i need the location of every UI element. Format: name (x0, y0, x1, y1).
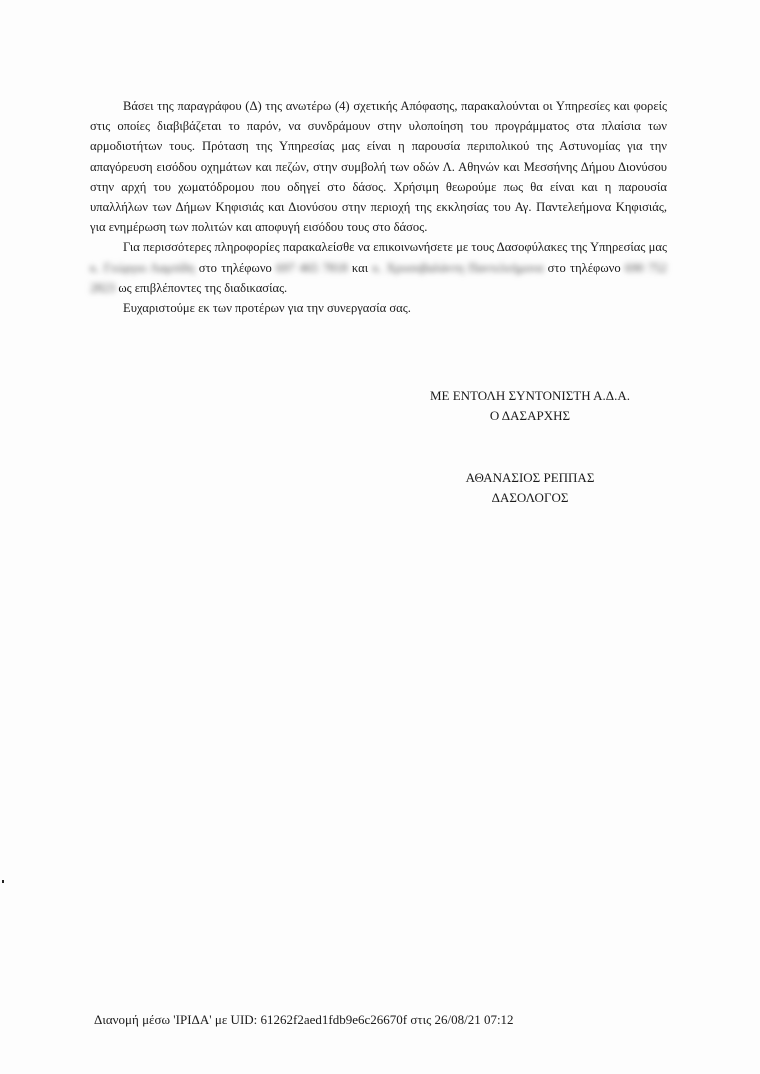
contact-and: και (351, 260, 369, 275)
redacted-phone-2: 690 752 2823 (90, 260, 667, 295)
contact-outro: ως επιβλέποντες της διαδικασίας. (118, 280, 288, 295)
paragraph-contact-info (90, 237, 667, 298)
signatory-name: ΑΘΑΝΑΣΙΟΣ ΡΕΠΠΑΣ (465, 470, 595, 485)
redacted-phone-1: 697 465 7818 (276, 260, 348, 275)
signature-order-line: ΜΕ ΕΝΤΟΛΗ ΣΥΝΤΟΝΙΣΤΗ Α.Δ.Α. (429, 388, 631, 403)
scan-speck (2, 880, 4, 883)
contact-phone-label-1: στο τηλέφωνο (198, 260, 272, 275)
signature-name-block (390, 468, 670, 508)
signature-role-line: Ο ΔΑΣΑΡΧΗΣ (489, 408, 571, 423)
letter-body (90, 96, 667, 318)
redacted-name-2: κ. Χρυσοβαλάντη Παντελεήμονα (372, 260, 544, 275)
redacted-name-1: κ. Γεώργιο Λαμπίδη (90, 260, 195, 275)
paragraph-program-support: Βάσει της παραγράφου (Δ) της ανωτέρω (4) σχετικής Απόφασης, παρακαλούνται οι Υπηρεσίες και φορείς στις οποίες διαβιβάζεται το παρόν, να συνδράμουν στην υλοποίηση του προγράμματος στα πλαίσια των αρμοδιοτήτων τους. Πρόταση της Υπηρεσίας μας είναι η παρουσία περιπολικού της Αστυνομίας για την απαγόρευση εισόδου οχημάτων και πεζών, στην συμβολή των οδών Λ. Αθηνών και Μεσσήνης Δήμου Διονύσου στην αρχή του χωματόδρομου που οδηγεί στο δάσος. Χρήσιμη θεωρούμε πως θα είναι και η παρουσία υπαλλήλων των Δήμων Κηφισιάς και Διονύσου στην περιοχή της εκκλησίας του Αγ. Παντελεήμονα Κηφισιάς, για ενημέρωση των πολιτών και αποφυγή εισόδου τους στο δάσος. (90, 99, 667, 235)
signatory-title: ΔΑΣΟΛΟΓΟΣ (491, 490, 569, 505)
signature-authority-block (390, 386, 670, 426)
contact-intro: Για περισσότερες πληροφορίες παρακαλείσθε να επικοινωνήσετε με τους Δασοφύλακες της Υπηρεσίας μας (123, 240, 667, 255)
contact-phone-label-2: στο τηλέφωνο (547, 260, 621, 275)
distribution-footer: Διανομή μέσω 'ΙΡΙΔΑ' με UID: 61262f2aed1fdb9e6c26670f στις 26/08/21 07:12 (94, 1012, 514, 1027)
paragraph-thanks: Ευχαριστούμε εκ των προτέρων για την συνεργασία σας. (123, 301, 411, 316)
